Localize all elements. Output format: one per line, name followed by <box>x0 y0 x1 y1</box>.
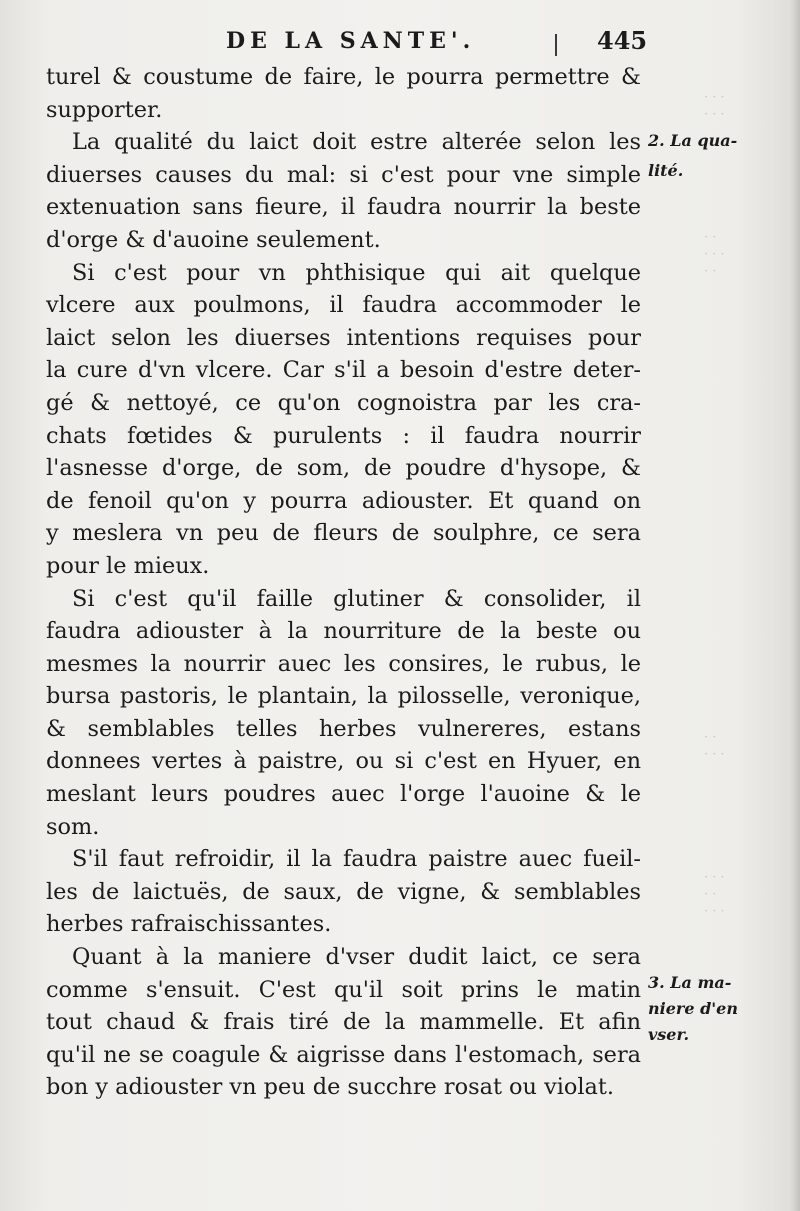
text-line: supporter. <box>46 96 163 123</box>
margin-note: vser. <box>648 1025 690 1044</box>
text-line: tout chaud & frais tiré de la mammelle. Et afin <box>46 1009 641 1036</box>
text-line: herbes rafraischissantes. <box>46 911 332 938</box>
bleed-through-text: · · · · · · · <box>704 230 725 279</box>
text-line: y meslera vn peu de fleurs de soulphre, ce sera <box>46 520 641 547</box>
header-rule <box>555 34 557 56</box>
margin-note: 3. La ma- <box>648 973 732 992</box>
text-line: bon y adiouster vn peu de succhre rosat ou violat. <box>46 1074 614 1101</box>
text-line: de fenoil qu'on y pourra adiouster. Et quand on <box>46 487 641 514</box>
margin-note: lité. <box>648 161 684 180</box>
text-line: l'asnesse d'orge, de som, de poudre d'hysope, & <box>46 455 641 482</box>
running-title: DE LA SANTE'. <box>226 28 476 54</box>
bleed-through-text: · · · · · · <box>704 90 725 122</box>
text-line: gé & nettoyé, ce qu'on cognoistra par les cra- <box>46 389 641 416</box>
text-line: la cure d'vn vlcere. Car s'il a besoin d'estre deter- <box>46 357 641 384</box>
text-line: turel & coustume de faire, le pourra permettre & <box>46 64 641 90</box>
text-line: chats fœtides & purulents : il faudra nourrir <box>46 422 641 449</box>
bleed-through-text: · · · · · <box>704 730 725 762</box>
text-line: bursa pastoris, le plantain, la pilosselle, veronique, <box>46 683 641 710</box>
text-line: meslant leurs poudres auec l'orge l'auoine & le <box>46 781 641 808</box>
text-line: diuerses causes du mal: si c'est pour vne simple <box>46 161 641 188</box>
text-line: les de laictuës, de saux, de vigne, & semblables <box>46 878 641 905</box>
bleed-through-text: · · · · · · · · <box>704 870 725 919</box>
text-line: Si c'est pour vn phthisique qui ait quelque <box>72 259 641 286</box>
margin-note: 2. La qua- <box>648 131 738 150</box>
text-line: extenuation sans fieure, il faudra nourrir la beste <box>46 194 641 221</box>
text-line: mesmes la nourrir auec les consires, le rubus, le <box>46 650 641 677</box>
text-line: laict selon les diuerses intentions requises pour <box>46 324 641 351</box>
page-edge-shadow <box>790 0 800 1211</box>
text-line: som. <box>46 813 100 840</box>
text-line: vlcere aux poulmons, il faudra accommoder le <box>46 292 641 319</box>
text-line: donnees vertes à paistre, ou si c'est en Hyuer, en <box>46 748 641 775</box>
text-line: Quant à la maniere d'vser dudit laict, ce sera <box>72 944 641 971</box>
text-line: pour le mieux. <box>46 552 210 579</box>
page-number: 445 <box>597 26 648 55</box>
text-line: comme s'ensuit. C'est qu'il soit prins le matin <box>46 976 641 1003</box>
text-line: & semblables telles herbes vulnereres, estans <box>46 715 641 742</box>
page-header <box>0 26 800 56</box>
text-line: Si c'est qu'il faille glutiner & consolider, il <box>72 585 641 612</box>
margin-note: niere d'en <box>648 999 738 1018</box>
text-line: faudra adiouster à la nourriture de la beste ou <box>46 618 641 645</box>
body-text <box>46 61 641 1104</box>
text-line: qu'il ne se coagule & aigrisse dans l'estomach, sera <box>46 1041 641 1068</box>
text-line: La qualité du laict doit estre alterée selon les <box>72 129 641 156</box>
text-line: S'il faut refroidir, il la faudra paistre auec fueil- <box>72 846 641 873</box>
text-line: d'orge & d'auoine seulement. <box>46 226 381 253</box>
